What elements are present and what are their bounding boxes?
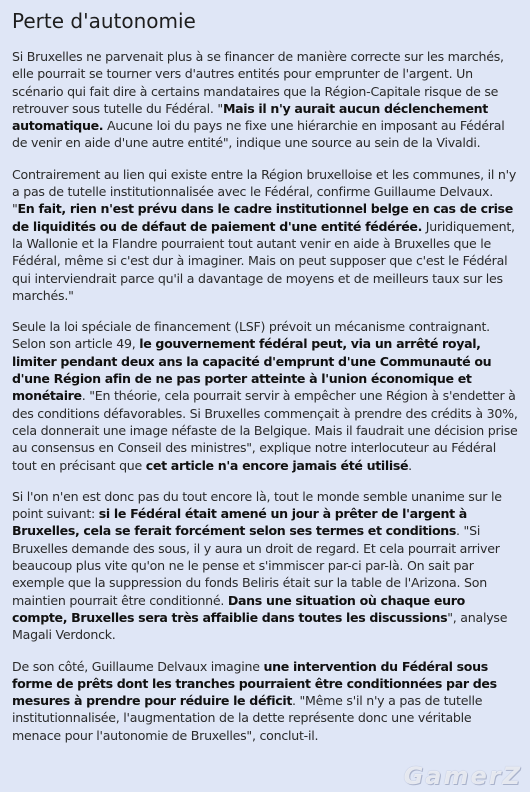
bold-run: Mais il n'y aurait aucun déclenchement automatique.	[12, 100, 488, 134]
paragraph-3	[12, 318, 518, 474]
text-run: Aucune loi du pays ne fixe une hiérarchie en imposant au Fédéral de venir en aide d'une autre entité", indique une source au sein de la Vivaldi.	[12, 118, 505, 151]
paragraph-1	[12, 48, 518, 152]
text-run: Si Bruxelles ne parvenait plus à se financer de manière correcte sur les marchés, elle pourrait se tourner vers d'autres entités pour emprunter de l'argent. Un scénario qui fait dire à certains mandataires que la Région-Capitale risque de se retrouver sous tutelle du Fédéral. "	[12, 49, 504, 116]
bold-run: cet article n'a encore jamais été utilisé	[145, 457, 409, 473]
text-run: . "En théorie, cela pourrait servir à empêcher une Région à s'endetter à des conditions défavorables. Si Bruxelles commençait à prendre des crédits à 30%, cela donnerait une image néfaste de la Belgique. Mais il faudrait une décision prise au consensus en Conseil des ministres", explique notre interlocuteur au Fédéral tout en précisant que	[12, 388, 518, 473]
paragraph-2	[12, 166, 518, 304]
article-title: Perte d'autonomie	[12, 9, 196, 33]
text-run: De son côté, Guillaume Delvaux imagine	[12, 658, 264, 674]
bold-run: Dans une situation où chaque euro compte, Bruxelles sera très affaiblie dans toutes les discussions	[12, 592, 465, 625]
bold-run: le gouvernement fédéral peut, via un arrêté royal, limiter pendant deux ans la capacité d'emprunt d'une Communauté ou d'une Région afin de ne pas porter atteinte à l'union économique et monétaire	[12, 336, 492, 404]
bold-run: si le Fédéral était amené un jour à prêter de l'argent à Bruxelles, cela se ferait forcément selon ses termes et conditions	[12, 506, 467, 539]
text-run: ", analyse Magali Verdonck.	[12, 609, 508, 643]
text-run: . "Si Bruxelles demande des sous, il y aura un droit de regard. Et cela pourrait arriver beaucoup plus vite qu'on ne le pense et s'immiscer par-ci par-là. On sait par exemple que la suppression du fonds Beliris était sur la table de l'Arizona. Son maintien pourrait être conditionné.	[12, 523, 500, 608]
gamerz-watermark: GamerZ	[403, 762, 522, 790]
text-run: Seule la loi spéciale de financement (LSF) prévoit un mécanisme contraignant. Selon son article 49,	[12, 319, 490, 352]
text-run: .	[408, 457, 412, 473]
text-run: . "Même s'il n'y a pas de tutelle institutionnalisée, l'augmentation de la dette représente donc une véritable menace pour l'autonomie de Bruxelles", conclut-il.	[12, 693, 483, 743]
bold-run: En fait, rien n'est prévu dans le cadre institutionnel belge en cas de crise de liquidités ou de défaut de paiement d'une entité fédérée.	[12, 201, 513, 234]
paragraph-4	[12, 488, 518, 644]
text-run: Si l'on n'en est donc pas du tout encore là, tout le monde semble unanime sur le point suivant:	[12, 488, 502, 522]
text-run: Contrairement au lien qui existe entre la Région bruxelloise et les communes, il n'y a pas de tutelle institutionnalisée avec le Fédéral, confirme Guillaume Delvaux. "	[12, 166, 517, 217]
bold-run: une intervention du Fédéral sous forme de prêts dont les tranches pourraient être conditionnées par des mesures à prendre pour réduire le déficit	[12, 658, 497, 709]
paragraph-5	[12, 658, 518, 744]
text-run: Juridiquement, la Wallonie et la Flandre pourraient tout autant venir en aide à Bruxelles que le Fédéral, même si c'est dur à imaginer. Mais on peut supposer que c'est le Fédéral qui interviendrait parce qu'il a davantage de moyens et de meilleurs taux sur les marchés."	[12, 218, 515, 303]
